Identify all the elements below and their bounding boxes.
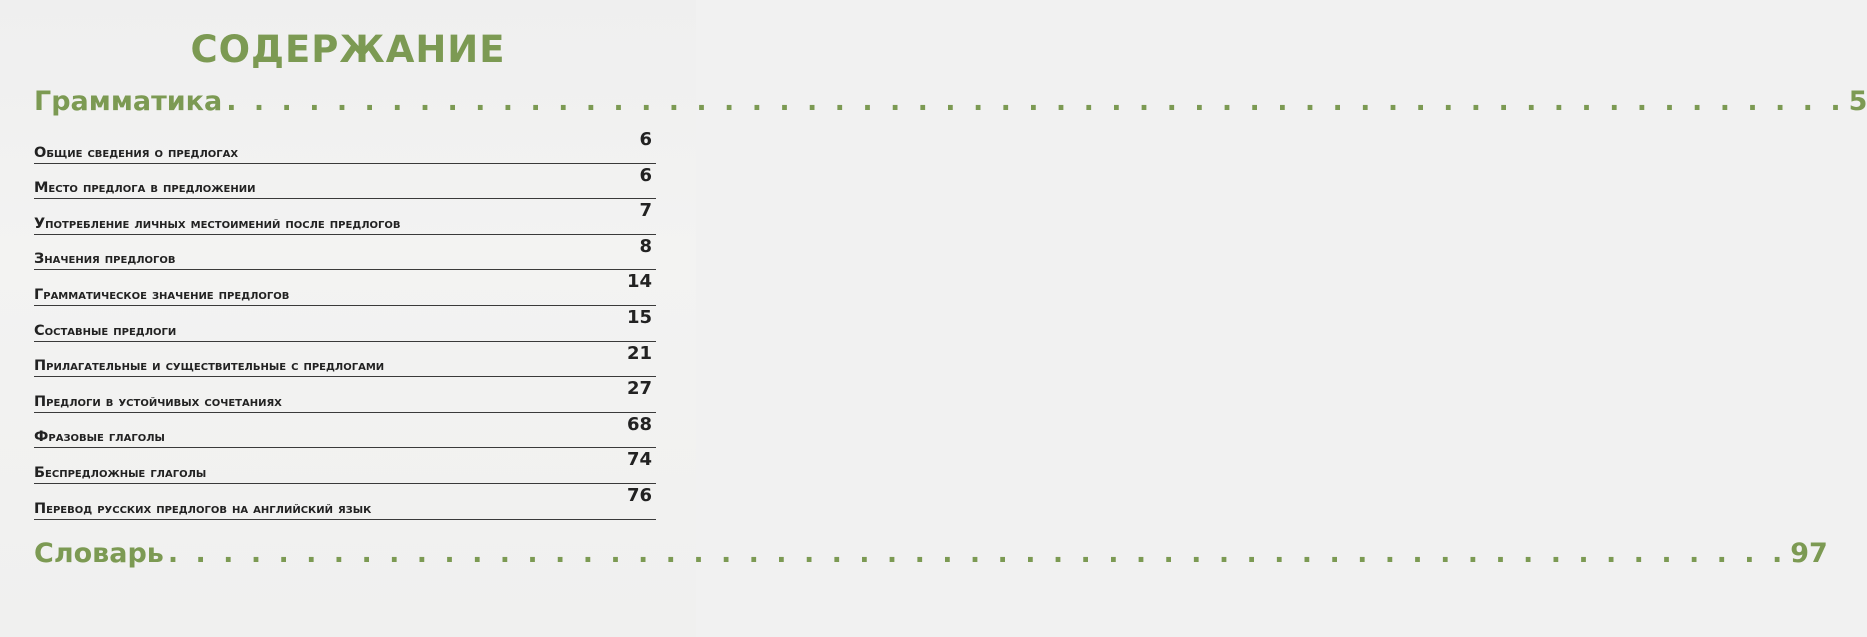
toc-entry-page: 15	[626, 306, 652, 328]
toc-entry[interactable]	[34, 199, 656, 235]
toc-entry[interactable]	[34, 270, 656, 306]
section-grammar-label: Грамматика	[34, 86, 223, 117]
toc-entry[interactable]	[34, 128, 656, 164]
toc-entry-page: 8	[639, 235, 652, 257]
section-dictionary[interactable]	[34, 538, 1828, 569]
page-title: СОДЕРЖАНИЕ	[190, 28, 506, 71]
section-dictionary-label: Словарь	[34, 538, 164, 569]
toc-entry-title: Значения предлогов	[34, 251, 176, 268]
toc-entry[interactable]	[34, 484, 656, 520]
toc-entry-page: 7	[639, 200, 652, 222]
toc-entries-list	[34, 128, 656, 520]
toc-entry-page: 14	[626, 271, 652, 293]
toc-entry[interactable]	[34, 413, 656, 449]
section-dictionary-page: 97	[1790, 538, 1828, 569]
toc-entry-title: Предлоги в устойчивых сочетаниях	[34, 393, 282, 410]
section-grammar-page: 5	[1848, 86, 1867, 117]
toc-entry[interactable]	[34, 377, 656, 413]
toc-entry-title: Беспредложные глаголы	[34, 464, 207, 481]
section-grammar[interactable]	[34, 86, 1867, 117]
dot-leader: . . . . . . . . . . . . . . . . . . . . . . . . . . . . . . . . . . . . . . . . . . . . . . . . . . . . . . . . . . .	[226, 86, 1845, 117]
toc-entry-page: 6	[639, 129, 652, 150]
toc-entry-page: 6	[639, 164, 652, 186]
toc-entry-title: Общие сведения о предлогах	[34, 144, 239, 161]
toc-entry-title: Прилагательные и существительные с предлогами	[34, 358, 385, 375]
toc-entry[interactable]	[34, 235, 656, 271]
toc-entry-page: 76	[626, 484, 652, 506]
toc-entry-title: Грамматическое значение предлогов	[34, 286, 290, 303]
toc-entry-title: Место предлога в предложении	[34, 180, 256, 197]
toc-entry-page: 68	[626, 413, 652, 435]
toc-entry-page: 21	[626, 342, 652, 364]
toc-entry[interactable]	[34, 306, 656, 342]
toc-entry-page: 27	[626, 378, 652, 400]
toc-entry[interactable]	[34, 448, 656, 484]
toc-entry-title: Перевод русских предлогов на английский язык	[34, 500, 372, 517]
toc-entry-title: Составные предлоги	[34, 322, 177, 339]
dot-leader: . . . . . . . . . . . . . . . . . . . . . . . . . . . . . . . . . . . . . . . . . . . . . . . . . . . . . . . . . . .	[167, 538, 1787, 569]
toc-entry-page: 74	[626, 449, 652, 471]
toc-entry[interactable]	[34, 164, 656, 200]
toc-entry-title: Фразовые глаголы	[34, 429, 165, 446]
toc-entry-title: Употребление личных местоимений после предлогов	[34, 215, 401, 232]
toc-entry[interactable]	[34, 342, 656, 378]
